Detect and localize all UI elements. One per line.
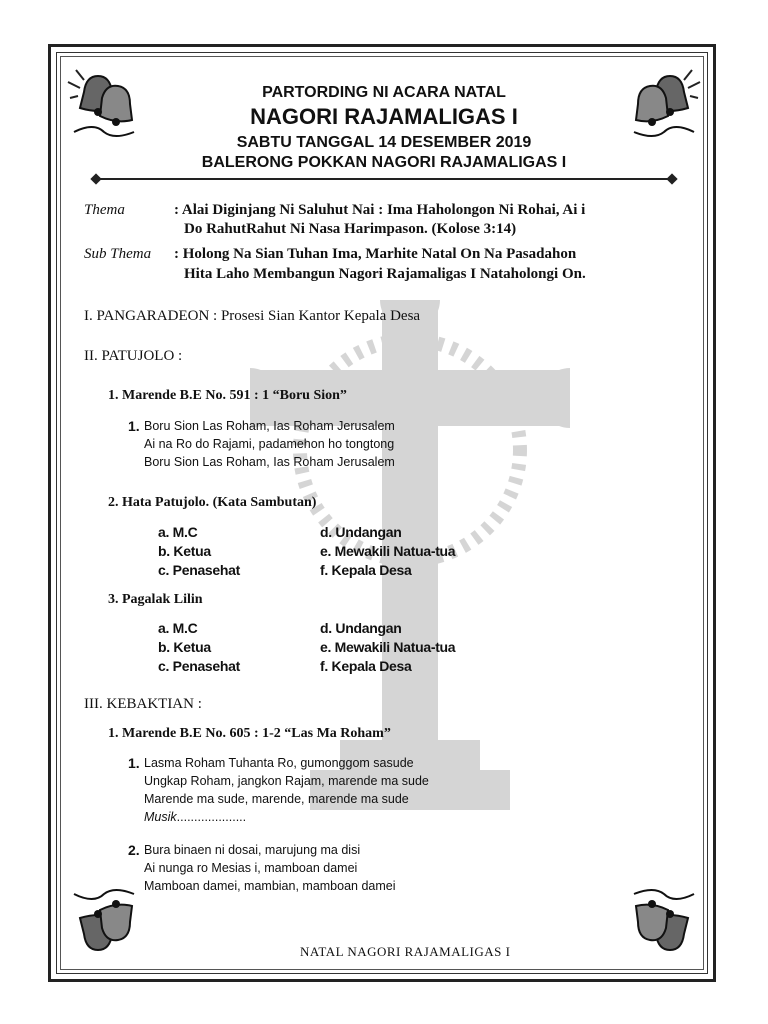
patujolo-item-3: 3. Pagalak Lilin <box>108 592 203 607</box>
verse-line: Lasma Roham Tuhanta Ro, gumonggom sasude <box>144 756 414 770</box>
sub-theme-text-line1: : Holong Na Sian Tuhan Ima, Marhite Natal On Na Pasadahon <box>174 246 577 262</box>
list-item: b. Ketua <box>158 639 211 655</box>
list-item: a. M.C <box>158 620 198 636</box>
musik-line <box>144 808 246 826</box>
list-item: f. Kepala Desa <box>320 658 412 674</box>
list-item: e. Mewakili Natua-tua <box>320 543 456 559</box>
section-pangaradeon: I. PANGARADEON : Prosesi Sian Kantor Kepala Desa <box>84 308 421 324</box>
section-kebaktian: III. KEBAKTIAN : <box>84 696 202 712</box>
verse-line: Mamboan damei, mambian, mamboan damei <box>144 879 396 893</box>
page-footer: NATAL NAGORI RAJAMALIGAS I <box>300 944 511 959</box>
verse-line: Ai na Ro do Rajami, padamehon ho tongtong <box>144 437 395 451</box>
verse-line: Ai nunga ro Mesias i, mamboan damei <box>144 861 358 875</box>
christmas-bells-icon <box>64 62 144 142</box>
sub-theme-text-line2: Hita Laho Membangun Nagori Rajamaligas I Nataholongi On. <box>184 266 586 282</box>
verse-line: Bura binaen ni dosai, marujung ma disi <box>144 843 361 857</box>
musik-label: Musik <box>144 810 177 824</box>
verse-number: 1. <box>128 418 140 434</box>
list-item: d. Undangan <box>320 620 402 636</box>
list-item: a. M.C <box>158 524 198 540</box>
patujolo-item-2: 2. Hata Patujolo. (Kata Sambutan) <box>108 495 317 510</box>
header-divider <box>96 178 672 180</box>
list-item: f. Kepala Desa <box>320 562 412 578</box>
verse-number: 1. <box>128 755 140 771</box>
list-item: c. Penasehat <box>158 658 240 674</box>
header-title-line1: PARTORDING NI ACARA NATAL <box>262 84 506 101</box>
sub-theme-label: Sub Thema <box>84 246 152 262</box>
list-item: e. Mewakili Natua-tua <box>320 639 456 655</box>
verse-number: 2. <box>128 842 140 858</box>
musik-dots: .................... <box>176 810 247 824</box>
kebaktian-item-1: 1. Marende B.E No. 605 : 1-2 “Las Ma Roham” <box>108 726 391 741</box>
christmas-bells-icon <box>624 62 704 142</box>
verse-line: Boru Sion Las Roham, Ias Roham Jerusalem <box>144 419 395 433</box>
list-item: c. Penasehat <box>158 562 240 578</box>
christmas-bells-icon <box>624 884 704 964</box>
header-location: BALERONG POKKAN NAGORI RAJAMALIGAS I <box>201 154 567 171</box>
verse-line: Ungkap Roham, jangkon Rajam, marende ma sude <box>144 774 429 788</box>
list-item: d. Undangan <box>320 524 402 540</box>
theme-label: Thema <box>84 202 125 218</box>
patujolo-item-1: 1. Marende B.E No. 591 : 1 “Boru Sion” <box>108 388 347 403</box>
list-item: b. Ketua <box>158 543 211 559</box>
verse-line: Boru Sion Las Roham, Ias Roham Jerusalem <box>144 455 395 469</box>
header-date: SABTU TANGGAL 14 DESEMBER 2019 <box>236 134 532 151</box>
section-patujolo: II. PATUJOLO : <box>84 348 183 364</box>
verse-line: Marende ma sude, marende, marende ma sude <box>144 792 409 806</box>
header-title-line2: NAGORI RAJAMALIGAS I <box>250 104 518 129</box>
crucifix-watermark <box>250 300 570 820</box>
theme-text-line2: Do RahutRahut Ni Nasa Harimpason. (Kolose 3:14) <box>184 221 517 237</box>
christmas-bells-icon <box>64 884 144 964</box>
theme-text-line1: : Alai Diginjang Ni Saluhut Nai : Ima Haholongon Ni Rohai, Ai i <box>174 202 586 218</box>
